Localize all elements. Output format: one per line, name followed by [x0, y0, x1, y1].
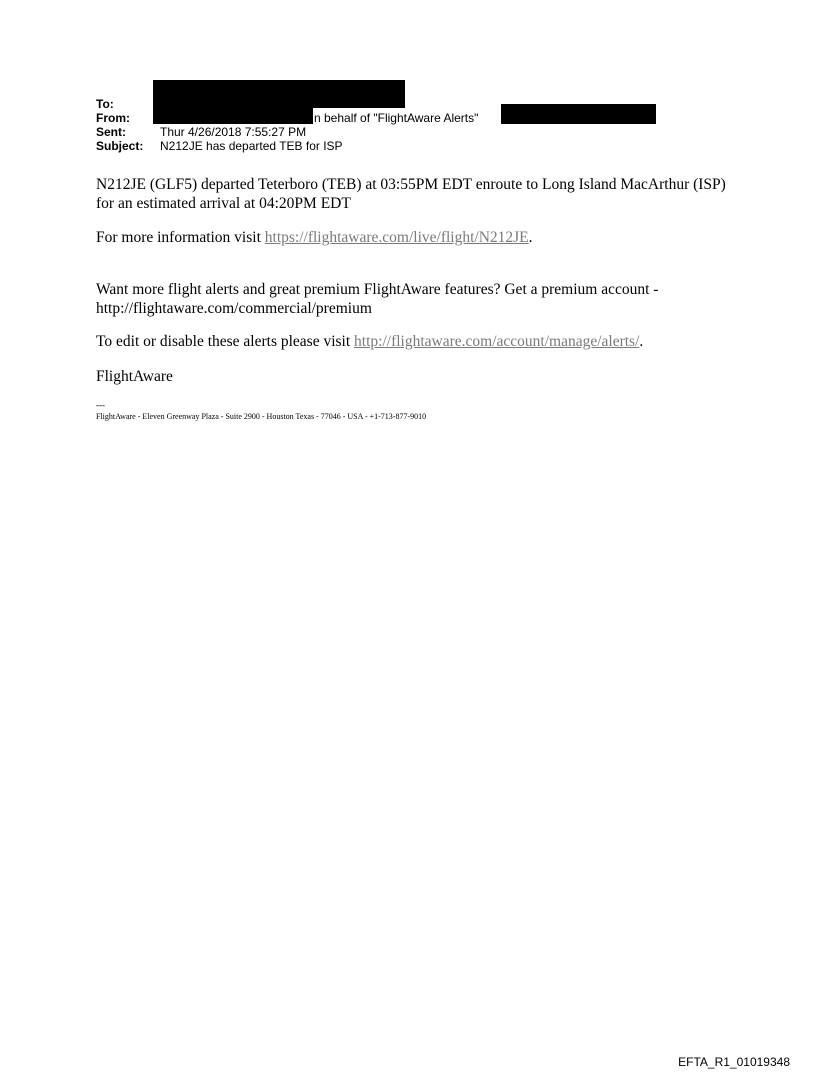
manage-alerts-period: . — [639, 333, 644, 350]
footer-address: FlightAware - Eleven Greenway Plaza - Suite 2900 - Houston Texas - 77046 - USA - +1-713-877-9010 — [96, 412, 427, 421]
subject-value: N212JE has departed TEB for ISP — [160, 139, 343, 153]
manage-alerts-text: To edit or disable these alerts please visit — [96, 333, 355, 350]
header-sent-row — [96, 126, 306, 139]
sent-value: Thur 4/26/2018 7:55:27 PM — [160, 125, 307, 139]
signature: FlightAware — [96, 368, 173, 385]
sent-label: Sent: — [96, 125, 126, 139]
footer-separator: --- — [96, 400, 105, 410]
more-info-period: . — [528, 229, 533, 246]
manage-alerts-paragraph — [96, 332, 736, 351]
flight-tracking-link[interactable]: https://flightaware.com/live/flight/N212JE — [264, 229, 529, 246]
flight-departure-paragraph: N212JE (GLF5) departed Teterboro (TEB) at 03:55PM EDT enroute to Long Island MacArthur (ISP) for an estimated arrival at 04:20PM EDT — [96, 176, 726, 212]
document-id: EFTA_R1_01019348 — [678, 1055, 790, 1069]
more-info-paragraph — [96, 228, 736, 247]
from-value: n behalf of "FlightAware Alerts" — [314, 111, 479, 125]
redaction-block-from-name — [153, 108, 313, 124]
redaction-block-from-address — [501, 104, 656, 124]
subject-label: Subject: — [96, 139, 144, 153]
redaction-block-to — [153, 80, 405, 108]
header-subject-row — [96, 140, 343, 153]
header-to-row — [96, 98, 160, 111]
header-from-row — [96, 112, 160, 125]
more-info-text: For more information visit — [96, 229, 265, 246]
manage-alerts-link[interactable]: http://flightaware.com/account/manage/alerts/ — [354, 333, 640, 350]
premium-promo-paragraph: Want more flight alerts and great premium FlightAware features? Get a premium account - http://flightaware.com/commercial/premium — [96, 281, 659, 317]
from-label: From: — [96, 111, 130, 125]
to-label: To: — [96, 97, 114, 111]
